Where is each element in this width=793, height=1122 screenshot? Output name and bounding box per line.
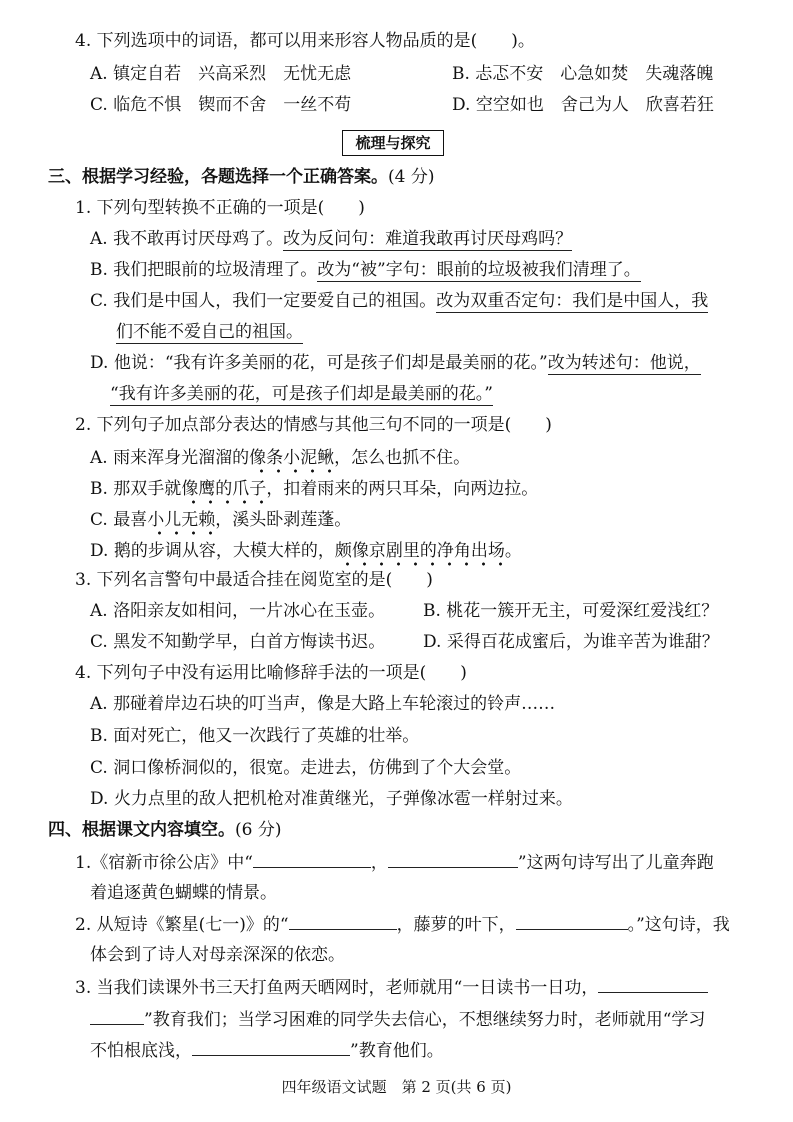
fill-q1 (75, 849, 714, 875)
q1-option-d-cont (110, 381, 493, 407)
q2-a-post: ，怎么也抓不住。 (334, 448, 471, 468)
q2-option-c (90, 507, 351, 533)
option-d: D. 空空如也 舍己为人 欣喜若狂 (452, 95, 714, 115)
q2-option-d (90, 538, 522, 564)
q1-c-sentence: C. 我们是中国人，我们一定要爱自己的祖国。 (90, 291, 437, 311)
q2-d-dotted: 颇像京剧里的净角出场 (334, 541, 505, 561)
q1-b-underlined: 改为“被”字句：眼前的垃圾被我们清理了。 (317, 260, 641, 280)
q1-a-sentence: A. 我不敢再讨厌母鸡了。 (90, 229, 284, 249)
fill-q3-cont (90, 1006, 705, 1032)
q4-option-c: C. 洞口像桥洞似的，很宽。走进去，仿佛到了个大会堂。 (90, 758, 522, 778)
blank-4[interactable] (516, 911, 628, 930)
q1-stem: 1. 下列句型转换不正确的一项是( ) (75, 198, 365, 218)
fill-q3-text-b: ”教育我们；当学习困难的同学失去信心，不想继续努力时，老师就用“学习 (144, 1010, 706, 1030)
q2-d-pre: D. 鹅的步调从容，大模大样的， (90, 541, 335, 561)
fill-q1-text-a: 1.《宿新市徐公店》中“ (75, 853, 253, 873)
part3-score: (4 分) (388, 167, 435, 187)
q1-a-underlined: 改为反问句：难道我敢再讨厌母鸡吗？ (283, 229, 573, 249)
q2-a-dotted: 像条小泥鳅 (249, 448, 335, 468)
option-a: A. 镇定自若 兴高采烈 无忧无虑 (90, 64, 352, 84)
q2-c-dotted: 小儿无赖 (147, 510, 216, 530)
q2-b-dotted: 像鹰的爪子 (181, 479, 267, 499)
q1-option-c-cont (116, 319, 303, 345)
question-stem: 4. 下列选项中的词语，都可以用来形容人物品质的是( )。 (75, 31, 535, 51)
fill-q3-text-c: 不怕根底浅， (90, 1041, 192, 1061)
blank-5[interactable] (598, 974, 708, 993)
q2-c-pre: C. 最喜 (90, 510, 148, 530)
page-footer: 四年级语文试题 第 2 页(共 6 页) (281, 1078, 512, 1096)
part4-heading-text: 四、根据课文内容填空。 (48, 820, 235, 840)
q1-option-b (90, 257, 641, 283)
fill-q3 (75, 974, 708, 1000)
option-b: B. 忐忑不安 心急如焚 失魂落魄 (452, 64, 714, 84)
fill-q2-text-c: 。”这句诗，我 (627, 915, 730, 935)
q2-a-pre: A. 雨来浑身光溜溜的 (90, 448, 250, 468)
q1-c-underlined: 改为双重否定句：我们是中国人，我 (436, 291, 709, 311)
blank-5-cont[interactable] (90, 1006, 144, 1025)
fill-q1-text-c: ”这两句诗写出了儿童奔跑 (517, 853, 714, 873)
q1-option-a (90, 226, 572, 252)
q1-option-c (90, 288, 708, 314)
fill-q1-text-b: ， (370, 853, 388, 873)
q1-d-underlined-cont: “我有许多美丽的花，可是孩子们却是最美丽的花。” (110, 384, 493, 404)
q2-stem: 2. 下列句子加点部分表达的情感与其他三句不同的一项是( ) (75, 415, 552, 435)
fill-q2-cont: 体会到了诗人对母亲深深的依恋。 (90, 945, 345, 965)
fill-q1-cont: 着追逐黄色蝴蝶的情景。 (90, 883, 277, 903)
q1-b-sentence: B. 我们把眼前的垃圾清理了。 (90, 260, 318, 280)
q2-b-pre: B. 那双手就 (90, 479, 182, 499)
blank-1[interactable] (253, 849, 371, 868)
part4-score: (6 分) (235, 820, 282, 840)
q4-option-b: B. 面对死亡，他又一次践行了英雄的壮举。 (90, 726, 420, 746)
q2-option-b (90, 476, 538, 502)
q1-d-sentence: D. 他说：“我有许多美丽的花，可是孩子们却是最美丽的花。” (90, 353, 548, 373)
option-c: C. 临危不惧 锲而不舍 一丝不苟 (90, 95, 352, 115)
q1-option-d (90, 350, 701, 376)
q1-c-underlined-cont: 们不能不爱自己的祖国。 (116, 322, 303, 342)
q1-d-underlined: 改为转述句：他说， (547, 353, 701, 373)
fill-q3-text-a: 3. 当我们读课外书三天打鱼两天晒网时，老师就用“一日读书一日功， (75, 978, 599, 998)
q3-stem: 3. 下列名言警句中最适合挂在阅览室的是( ) (75, 570, 433, 590)
blank-2[interactable] (388, 849, 518, 868)
fill-q3-cont2 (90, 1037, 444, 1063)
section-title: 梳理与探究 (342, 130, 444, 156)
blank-6[interactable] (192, 1037, 350, 1056)
q2-option-a (90, 445, 470, 471)
fill-q2-text-b: ，藤萝的叶下， (396, 915, 516, 935)
part3-heading-text: 三、根据学习经验，各题选择一个正确答案。 (48, 167, 388, 187)
fill-q2 (75, 911, 730, 937)
part4-heading (48, 817, 281, 843)
q3-option-b: B. 桃花一簇开无主，可爱深红爱浅红？ (423, 601, 719, 621)
q3-option-a: A. 洛阳亲友如相问，一片冰心在玉壶。 (90, 601, 386, 621)
q4-option-a: A. 那碰着岸边石块的叮当声，像是大路上车轮滚过的铃声…… (90, 694, 556, 714)
q3-option-c: C. 黑发不知勤学早，白首方悔读书迟。 (90, 632, 386, 652)
q2-c-post: ，溪头卧剥莲蓬。 (215, 510, 352, 530)
q2-d-post: 。 (504, 541, 522, 561)
q4-option-d: D. 火力点里的敌人把机枪对准黄继光，子弹像冰雹一样射过来。 (90, 789, 573, 809)
q3-option-d: D. 采得百花成蜜后，为谁辛苦为谁甜？ (423, 632, 719, 652)
fill-q2-text-a: 2. 从短诗《繁星(七一)》的“ (75, 915, 289, 935)
q4-stem: 4. 下列句子中没有运用比喻修辞手法的一项是( ) (75, 663, 467, 683)
blank-3[interactable] (289, 911, 397, 930)
fill-q3-text-d: ”教育他们。 (350, 1041, 444, 1061)
part3-heading (48, 164, 434, 190)
q2-b-post: ，扣着雨来的两只耳朵，向两边拉。 (266, 479, 539, 499)
